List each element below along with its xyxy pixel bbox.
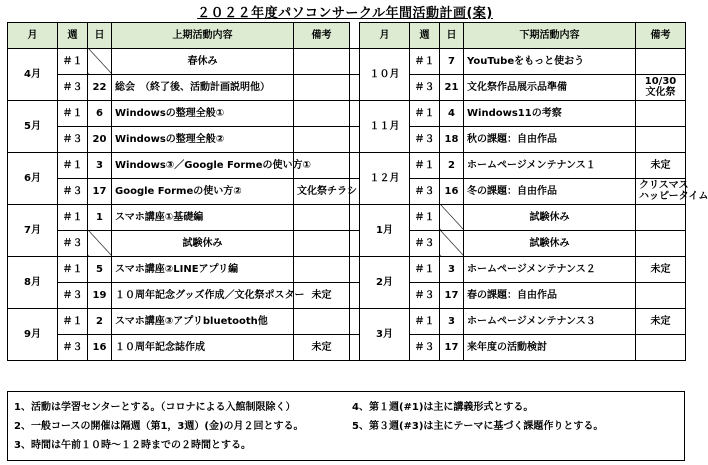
header-day-first: 日 <box>88 23 112 49</box>
note-cell-second <box>636 282 686 308</box>
week-cell-second: ＃３ <box>410 282 440 308</box>
footnote-1: 1、活動は学習センターとする。（コロナによる入館制限除く） <box>14 402 296 413</box>
day-cell-second: 7 <box>440 48 464 74</box>
content-cell-second: 試験休み <box>464 230 636 256</box>
column-gap <box>350 23 360 49</box>
column-gap <box>350 48 360 74</box>
header-note-second: 備考 <box>636 23 686 49</box>
table-row <box>8 230 686 256</box>
content-cell-first: スマホ講座②LINEアプリ編 <box>112 256 294 282</box>
day-cell-second: 2 <box>440 152 464 178</box>
content-cell-first: １０周年記念誌作成 <box>112 334 294 360</box>
week-cell-first: ＃１ <box>58 204 88 230</box>
month-cell-first: 4月 <box>8 48 58 100</box>
column-gap <box>350 204 360 230</box>
week-cell-first: ＃３ <box>58 230 88 256</box>
note-cell-second: 10/30 文化祭 <box>636 74 686 100</box>
month-cell-first: 5月 <box>8 100 58 152</box>
week-cell-second: ＃３ <box>410 126 440 152</box>
column-gap <box>350 126 360 152</box>
content-cell-second: ホームページメンテナンス１ <box>464 152 636 178</box>
content-cell-second: ホームページメンテナンス２ <box>464 256 636 282</box>
day-cell-first: 22 <box>88 74 112 100</box>
column-gap <box>350 256 360 282</box>
column-gap <box>350 334 360 360</box>
month-cell-first: 6月 <box>8 152 58 204</box>
content-cell-first: Google Formeの使い方② <box>112 178 294 204</box>
content-cell-second: Windows11の考察 <box>464 100 636 126</box>
month-cell-first: 9月 <box>8 308 58 360</box>
content-cell-first: 試験休み <box>112 230 294 256</box>
header-month-second: 月 <box>360 23 410 49</box>
content-cell-second: YouTubeをもっと使おう <box>464 48 636 74</box>
footnote-5: 5、第３週(#3)は主にテーマに基づく課題作りとする。 <box>352 421 604 432</box>
page-title: ２０２２年度パソコンサークル年間活動計画(案) <box>197 6 493 21</box>
month-cell-second: １２月 <box>360 152 410 204</box>
day-cell-first: 19 <box>88 282 112 308</box>
week-cell-first: ＃３ <box>58 334 88 360</box>
content-cell-second: 試験休み <box>464 204 636 230</box>
week-cell-first: ＃１ <box>58 256 88 282</box>
column-gap <box>350 152 360 178</box>
week-cell-first: ＃１ <box>58 152 88 178</box>
header-row <box>8 23 686 49</box>
month-cell-second: １１月 <box>360 100 410 152</box>
content-cell-second: 来年度の活動検討 <box>464 334 636 360</box>
content-cell-second: 春の課題：自由作品 <box>464 282 636 308</box>
day-cell-first <box>88 230 112 256</box>
note-cell-second <box>636 100 686 126</box>
note-cell-first <box>294 256 350 282</box>
week-cell-first: ＃１ <box>58 308 88 334</box>
week-cell-second: ＃３ <box>410 178 440 204</box>
content-cell-first: スマホ講座③アプリbluetooth他 <box>112 308 294 334</box>
table-row <box>8 334 686 360</box>
note-cell-first <box>294 48 350 74</box>
content-cell-first: １０周年記念グッズ作成／文化祭ポスター <box>112 282 294 308</box>
note-cell-second: 未定 <box>636 152 686 178</box>
day-cell-first: 16 <box>88 334 112 360</box>
month-cell-second: 2月 <box>360 256 410 308</box>
day-cell-first: 1 <box>88 204 112 230</box>
content-cell-first: 春休み <box>112 48 294 74</box>
day-cell-first: 3 <box>88 152 112 178</box>
note-cell-second <box>636 334 686 360</box>
content-cell-second: 秋の課題：自由作品 <box>464 126 636 152</box>
table-row <box>8 48 686 74</box>
note-cell-first: 未定 <box>294 282 350 308</box>
note-cell-first <box>294 230 350 256</box>
note-cell-first: 未定 <box>294 334 350 360</box>
week-cell-first: ＃３ <box>58 178 88 204</box>
month-cell-second: １０月 <box>360 48 410 100</box>
table-row <box>8 204 686 230</box>
footnote-3: 3、時間は午前１０時～１２時までの２時間とする。 <box>14 440 251 451</box>
note-cell-first <box>294 204 350 230</box>
week-cell-second: ＃３ <box>410 74 440 100</box>
day-cell-second: 4 <box>440 100 464 126</box>
week-cell-first: ＃１ <box>58 100 88 126</box>
week-cell-second: ＃１ <box>410 308 440 334</box>
week-cell-second: ＃１ <box>410 48 440 74</box>
note-cell-second <box>636 126 686 152</box>
content-cell-second: ホームページメンテナンス３ <box>464 308 636 334</box>
day-cell-first: 6 <box>88 100 112 126</box>
note-cell-first <box>294 126 350 152</box>
week-cell-second: ＃１ <box>410 100 440 126</box>
table-row <box>8 74 686 100</box>
activity-plan-table <box>7 22 708 361</box>
month-cell-first: 7月 <box>8 204 58 256</box>
week-cell-first: ＃３ <box>58 282 88 308</box>
note-cell-first <box>294 74 350 100</box>
note-cell-second <box>636 204 686 230</box>
column-gap <box>350 282 360 308</box>
header-month-first: 月 <box>8 23 58 49</box>
content-cell-first: Windows③／Google Formeの使い方① <box>112 152 294 178</box>
header-week-second: 週 <box>410 23 440 49</box>
footnote-4: 4、第１週(#1)は主に講義形式とする。 <box>352 402 534 413</box>
table-row <box>8 178 686 204</box>
day-cell-second <box>440 204 464 230</box>
header-content-second: 下期活動内容 <box>464 23 636 49</box>
table-row <box>8 282 686 308</box>
table-row <box>8 100 686 126</box>
week-cell-first: ＃３ <box>58 126 88 152</box>
note-cell-second: クリスマス ハッピータイム <box>636 178 686 204</box>
day-cell-first: 17 <box>88 178 112 204</box>
day-cell-second: 17 <box>440 282 464 308</box>
day-cell-second: 16 <box>440 178 464 204</box>
day-cell-second: 17 <box>440 334 464 360</box>
column-gap <box>350 100 360 126</box>
day-cell-first: 2 <box>88 308 112 334</box>
table-row <box>8 152 686 178</box>
note-cell-second <box>636 48 686 74</box>
month-cell-second: 1月 <box>360 204 410 256</box>
day-cell-second: 21 <box>440 74 464 100</box>
day-cell-first: 20 <box>88 126 112 152</box>
day-cell-second: 18 <box>440 126 464 152</box>
month-cell-second: 3月 <box>360 308 410 360</box>
note-cell-first <box>294 308 350 334</box>
column-gap <box>350 308 360 334</box>
day-cell-second <box>440 230 464 256</box>
week-cell-second: ＃３ <box>410 230 440 256</box>
content-cell-second: 冬の課題：自由作品 <box>464 178 636 204</box>
note-cell-second: 未定 <box>636 256 686 282</box>
week-cell-second: ＃３ <box>410 334 440 360</box>
week-cell-second: ＃１ <box>410 256 440 282</box>
table-row <box>8 308 686 334</box>
week-cell-second: ＃１ <box>410 152 440 178</box>
note-cell-first: 文化祭チラシ <box>294 178 350 204</box>
footnote-2: 2、一般コースの開催は隔週（第1，3週）(金)の月２回とする。 <box>14 421 304 432</box>
week-cell-first: ＃３ <box>58 74 88 100</box>
column-gap <box>350 230 360 256</box>
note-cell-second <box>636 230 686 256</box>
week-cell-second: ＃１ <box>410 204 440 230</box>
month-cell-first: 8月 <box>8 256 58 308</box>
content-cell-first: Windowsの整理全般② <box>112 126 294 152</box>
table-row <box>8 256 686 282</box>
day-cell-first: 5 <box>88 256 112 282</box>
footnotes-box <box>7 391 685 461</box>
header-day-second: 日 <box>440 23 464 49</box>
content-cell-first: Windowsの整理全般① <box>112 100 294 126</box>
note-cell-second: 未定 <box>636 308 686 334</box>
content-cell-first: スマホ講座①基礎編 <box>112 204 294 230</box>
header-week-first: 週 <box>58 23 88 49</box>
content-cell-second: 文化祭作品展示品準備 <box>464 74 636 100</box>
week-cell-first: ＃１ <box>58 48 88 74</box>
note-cell-first <box>294 100 350 126</box>
day-cell-second: 3 <box>440 256 464 282</box>
content-cell-first: 総会 （終了後、活動計画説明他） <box>112 74 294 100</box>
column-gap <box>350 74 360 100</box>
header-content-first: 上期活動内容 <box>112 23 294 49</box>
table-row <box>8 126 686 152</box>
header-note-first: 備考 <box>294 23 350 49</box>
day-cell-second: 3 <box>440 308 464 334</box>
day-cell-first <box>88 48 112 74</box>
